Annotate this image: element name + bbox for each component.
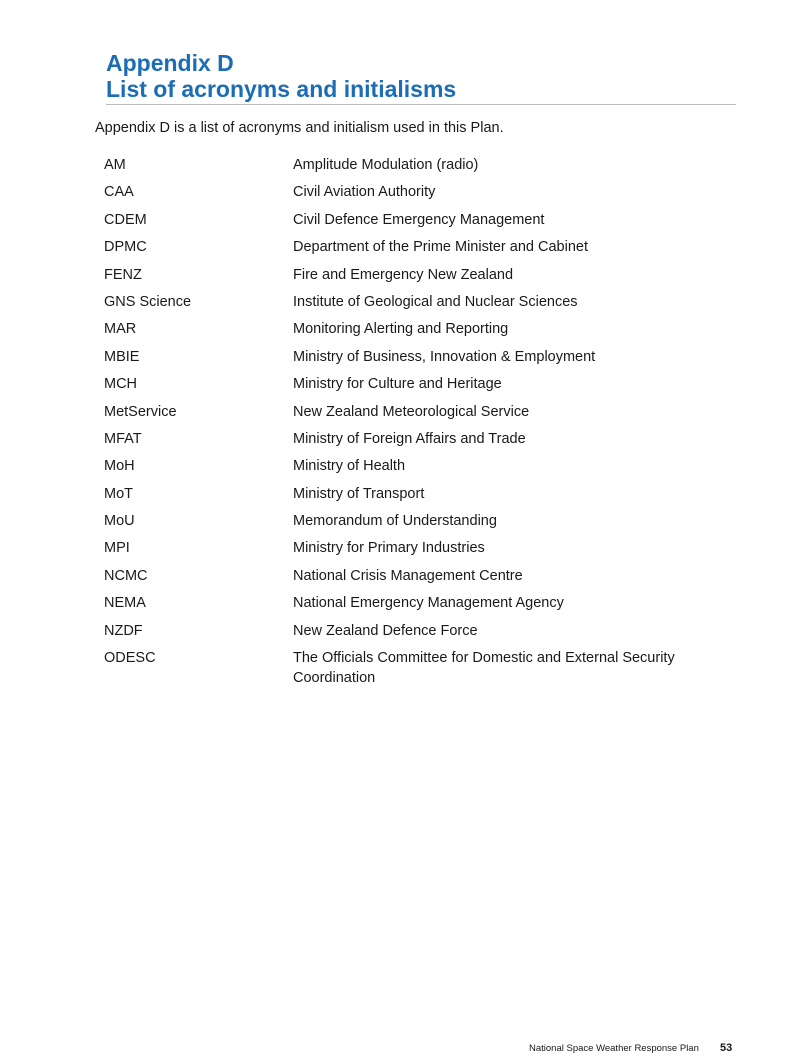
footer-document-title: National Space Weather Response Plan bbox=[529, 1043, 699, 1054]
acronym-definition: Fire and Emergency New Zealand bbox=[293, 266, 514, 283]
acronym-row bbox=[104, 265, 724, 285]
acronym-term: DPMC bbox=[104, 239, 147, 256]
acronym-term: NEMA bbox=[104, 595, 146, 612]
acronym-term: MoU bbox=[104, 513, 135, 530]
heading-title: List of acronyms and initialisms bbox=[106, 76, 457, 102]
acronym-definition: Ministry of Business, Innovation & Employment bbox=[293, 348, 596, 365]
acronym-definition: Ministry of Transport bbox=[293, 485, 425, 502]
acronym-row bbox=[104, 210, 724, 230]
acronym-row bbox=[104, 237, 724, 257]
acronym-row bbox=[104, 621, 724, 641]
acronym-definition: National Crisis Management Centre bbox=[293, 567, 523, 584]
acronym-definition: Ministry for Primary Industries bbox=[293, 540, 485, 557]
acronym-term: MoT bbox=[104, 485, 133, 502]
acronym-term: MFAT bbox=[104, 430, 142, 447]
acronym-term: CDEM bbox=[104, 211, 147, 228]
acronym-definition: Memorandum of Understanding bbox=[293, 513, 497, 530]
acronym-term: AM bbox=[104, 157, 126, 173]
heading-appendix-label: Appendix D bbox=[106, 50, 234, 76]
acronym-row bbox=[104, 182, 724, 202]
acronym-row bbox=[104, 593, 724, 613]
page-number: 53 bbox=[720, 1042, 733, 1054]
acronym-row bbox=[104, 155, 724, 175]
acronym-definition: Amplitude Modulation (radio) bbox=[293, 157, 479, 173]
acronym-definition: National Emergency Management Agency bbox=[293, 595, 564, 612]
acronym-row bbox=[104, 347, 724, 367]
acronym-definition: Civil Defence Emergency Management bbox=[293, 211, 545, 228]
intro-paragraph: Appendix D is a list of acronyms and initialism used in this Plan. bbox=[95, 120, 504, 136]
acronym-row bbox=[104, 374, 724, 394]
acronym-term: NZDF bbox=[104, 622, 143, 639]
acronym-term: MBIE bbox=[104, 348, 140, 365]
acronym-definition: Department of the Prime Minister and Cabinet bbox=[293, 239, 588, 256]
acronym-term: GNS Science bbox=[104, 293, 192, 310]
acronym-definition: Monitoring Alerting and Reporting bbox=[293, 321, 509, 338]
acronym-term: ODESC bbox=[104, 650, 156, 667]
acronym-term: CAA bbox=[104, 184, 134, 201]
acronym-term: MCH bbox=[104, 376, 138, 393]
acronym-row bbox=[104, 292, 724, 312]
acronym-definition: Ministry of Health bbox=[293, 458, 406, 475]
page-heading bbox=[106, 50, 736, 105]
acronym-definition: Civil Aviation Authority bbox=[293, 184, 436, 201]
acronym-row bbox=[104, 566, 724, 586]
acronym-row bbox=[104, 648, 724, 688]
acronym-term: MetService bbox=[104, 403, 177, 420]
acronym-definition: New Zealand Defence Force bbox=[293, 622, 478, 639]
acronym-row bbox=[104, 511, 724, 531]
acronym-term: NCMC bbox=[104, 567, 148, 584]
acronym-definition: Ministry of Foreign Affairs and Trade bbox=[293, 430, 526, 447]
acronym-row bbox=[104, 319, 724, 339]
acronym-definition: New Zealand Meteorological Service bbox=[293, 403, 530, 420]
acronym-term: MoH bbox=[104, 458, 135, 475]
acronym-row bbox=[104, 402, 724, 422]
acronym-term: MPI bbox=[104, 540, 130, 557]
acronym-term: FENZ bbox=[104, 266, 142, 283]
acronym-list bbox=[104, 155, 724, 695]
acronym-definition: Institute of Geological and Nuclear Sciences bbox=[293, 293, 578, 310]
acronym-definition: Ministry for Culture and Heritage bbox=[293, 376, 502, 393]
acronym-row bbox=[104, 484, 724, 504]
acronym-row bbox=[104, 456, 724, 476]
acronym-row bbox=[104, 429, 724, 449]
acronym-term: MAR bbox=[104, 321, 137, 338]
acronym-row bbox=[104, 538, 724, 558]
acronym-definition: The Officials Committee for Domestic and External Security Coordination bbox=[293, 650, 675, 687]
